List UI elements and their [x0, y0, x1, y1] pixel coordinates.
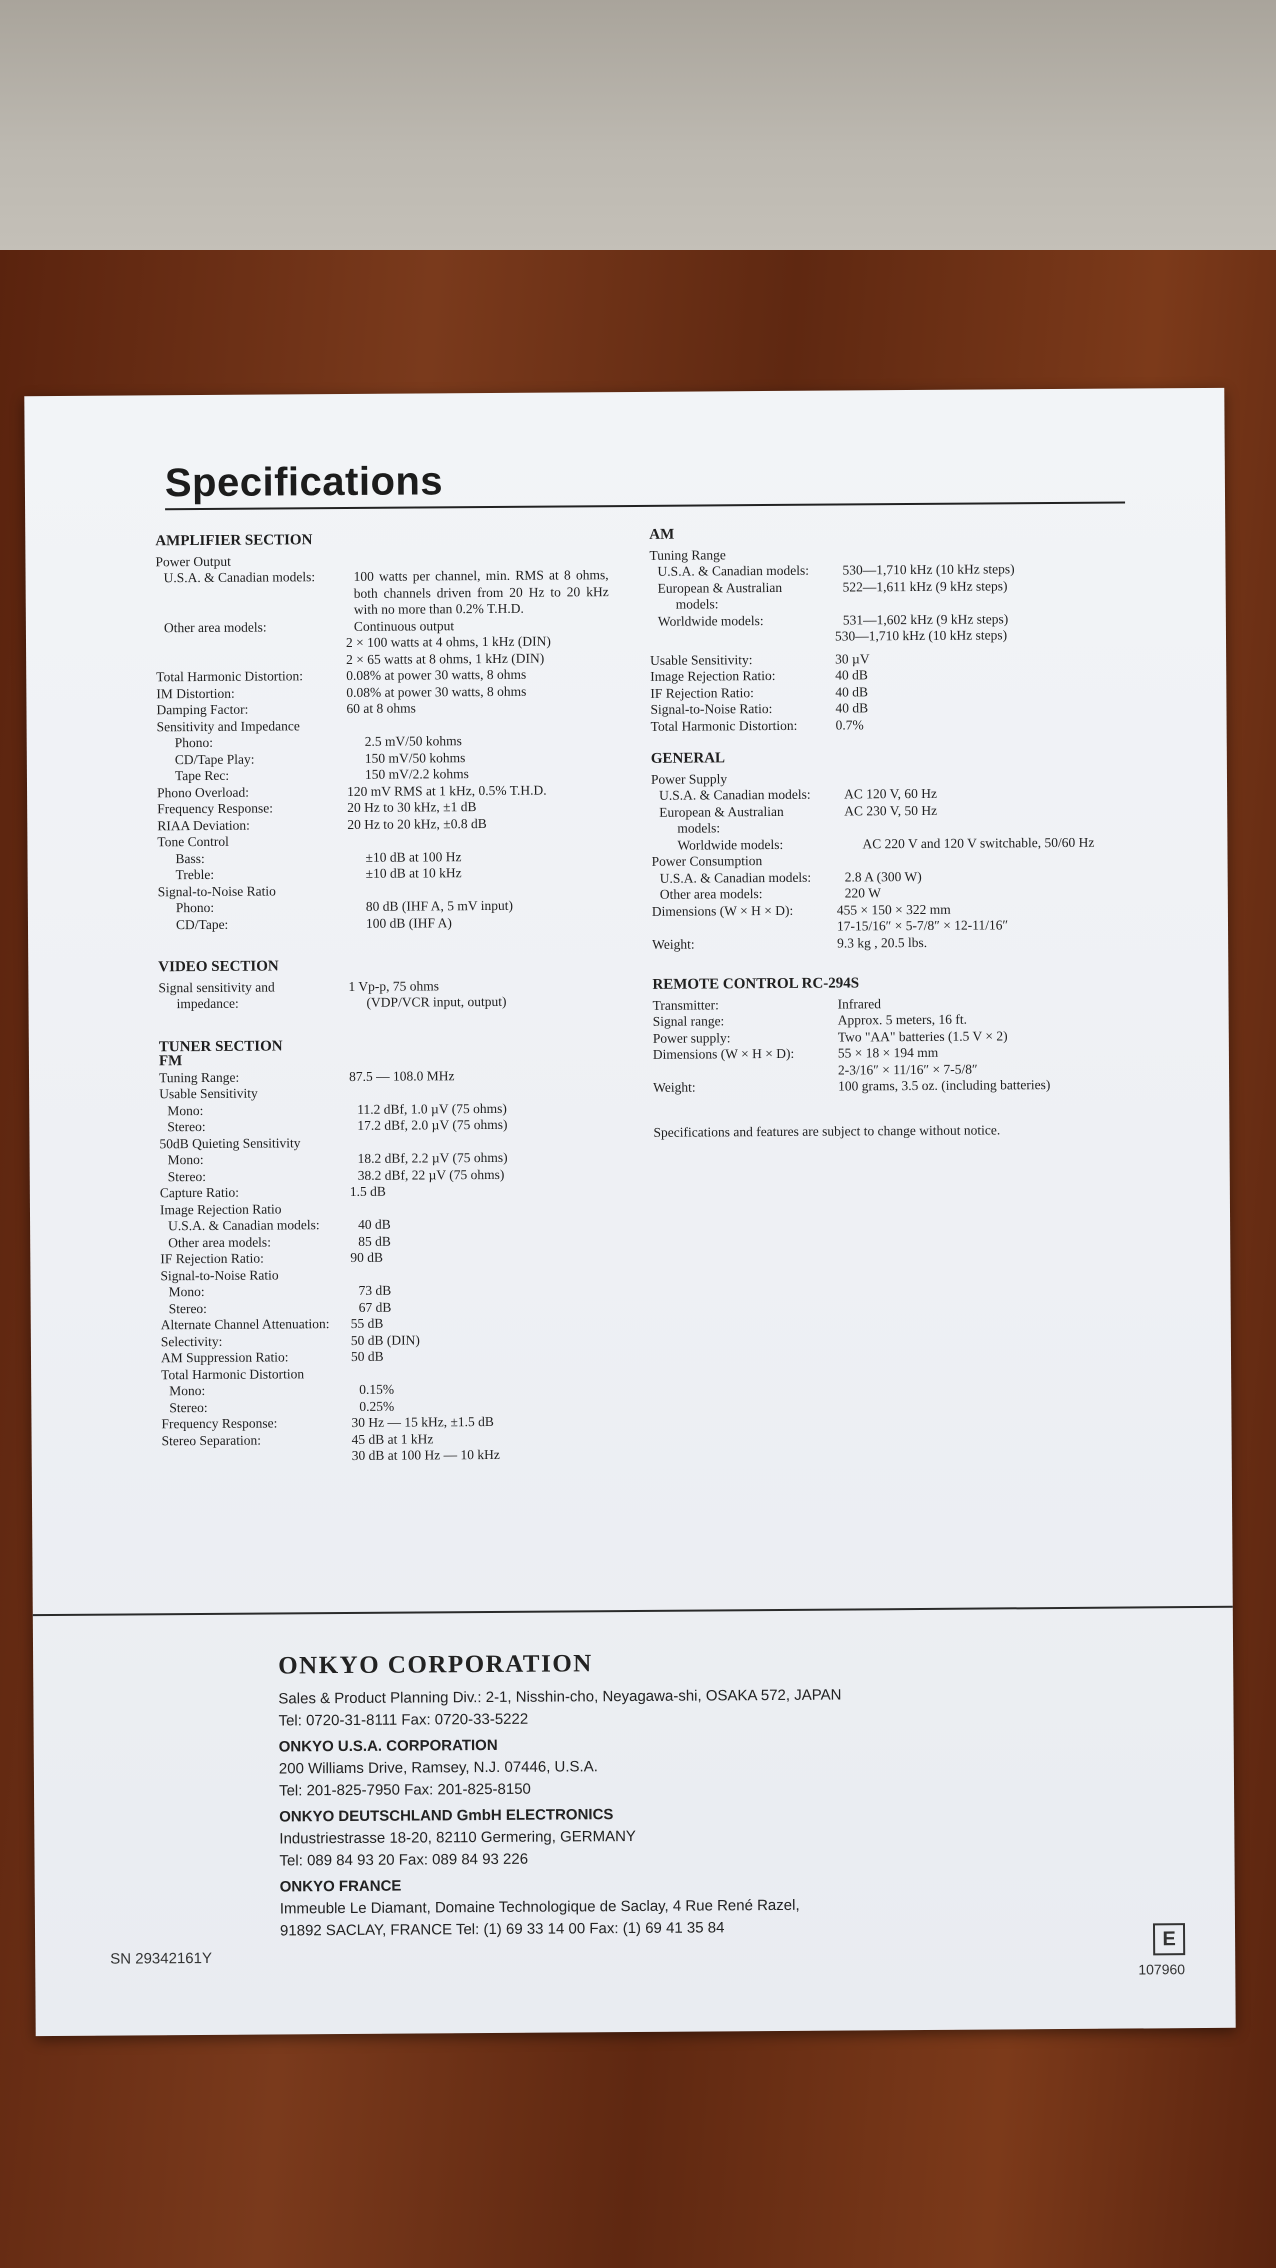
spec-row: Dimensions (W × H × D): 55 × 18 × 194 mm — [652, 1044, 939, 1062]
spec-row: CD/Tape Play: 150 mV/50 kohms — [174, 749, 466, 767]
spec-row: Total Harmonic Distortion: 0.7% — [650, 716, 864, 734]
corp-address: Sales & Product Planning Div.: 2-1, Nisshin-cho, Neyagawa-shi, OSAKA 572, JAPAN — [278, 1686, 842, 1708]
corporation-name: ONKYO CORPORATION — [278, 1650, 593, 1680]
spec-row: Weight: 9.3 kg , 20.5 lbs. — [652, 934, 928, 952]
spec-row: Weight: 100 grams, 3.5 oz. (including batteries) — [653, 1077, 1051, 1095]
spec-row: Selectivity: 50 dB (DIN) — [160, 1331, 420, 1349]
spec-row: Signal range: Approx. 5 meters, 16 ft. — [652, 1011, 968, 1029]
germany-office-name: ONKYO DEUTSCHLAND GmbH ELECTRONICS — [279, 1806, 614, 1826]
spec-row: Tape Rec: 150 mV/2.2 kohms — [174, 766, 469, 784]
spec-row: models: — [675, 596, 719, 612]
video-heading: VIDEO SECTION — [158, 958, 279, 976]
power-consumption-label: Power Consumption — [651, 853, 763, 869]
spec-row: 2-3/16″ × 11/16″ × 7-5/8″ — [837, 1061, 978, 1078]
spec-row: IF Rejection Ratio: 40 dB — [650, 683, 869, 701]
tone-control-label: Tone Control — [157, 833, 229, 850]
spec-row: Total Harmonic Distortion: 0.08% at power 30 watts, 8 ohms — [156, 666, 527, 685]
spec-row: Bass: ±10 dB at 100 Hz — [175, 848, 462, 866]
spec-row: Transmitter: Infrared — [652, 995, 882, 1013]
france-phone: 91892 SACLAY, FRANCE Tel: (1) 69 33 14 00 Fax: (1) 69 41 35 84 — [279, 1919, 725, 1940]
spec-row: Capture Ratio: 1.5 dB — [159, 1183, 386, 1201]
usa-phone: Tel: 201-825-7950 Fax: 201-825-8150 — [278, 1780, 531, 1800]
spec-row: Power supply: Two "AA" batteries (1.5 V × 2) — [652, 1027, 1008, 1046]
language-mark: E — [1153, 1923, 1185, 1955]
spec-row: Treble: ±10 dB at 10 kHz — [175, 865, 462, 883]
spec-row: Mono: 73 dB — [168, 1282, 392, 1300]
spec-row: CD/Tape: 100 dB (IHF A) — [175, 914, 452, 932]
spec-row: Alternate Channel Attenuation: 55 dB — [160, 1315, 384, 1333]
spec-row: IF Rejection Ratio: 90 dB — [160, 1249, 384, 1267]
spec-row: models: — [677, 820, 721, 836]
tuner-heading: TUNER SECTION — [158, 1037, 283, 1055]
spec-row: U.S.A. & Canadian models: 40 dB — [168, 1216, 391, 1234]
footer-divider — [33, 1606, 1233, 1616]
spec-row: IM Distortion: 0.08% at power 30 watts, 8 ohms — [156, 683, 527, 701]
spec-row: European & Australian AC 230 V, 50 Hz — [659, 802, 938, 820]
sensitivity-label: Sensitivity and Impedance — [156, 717, 300, 734]
footer-addresses — [278, 1647, 1080, 1943]
spec-row: 530—1,710 kHz (10 kHz steps) — [834, 627, 1008, 644]
spec-row: Stereo: 38.2 dBf, 22 µV (75 ohms) — [167, 1166, 505, 1184]
spec-row: RIAA Deviation: 20 Hz to 20 kHz, ±0.8 dB — [157, 815, 487, 833]
spec-row: Frequency Response: 30 Hz — 15 kHz, ±1.5 dB — [161, 1413, 494, 1432]
spec-row: Phono: 80 dB (IHF A, 5 mV input) — [175, 897, 514, 916]
document-code: 107960 — [1138, 1961, 1186, 1978]
snr-label: Signal-to-Noise Ratio — [157, 882, 276, 899]
spec-row: Mono: 11.2 dBf, 1.0 µV (75 ohms) — [167, 1100, 507, 1118]
germany-phone: Tel: 089 84 93 20 Fax: 089 84 93 226 — [279, 1850, 529, 1870]
spec-row: Worldwide models: 531—1,602 kHz (9 kHz steps) — [657, 610, 1009, 629]
spec-row: Stereo: 17.2 dBf, 2.0 µV (75 ohms) — [167, 1116, 508, 1135]
spec-row: Stereo: 0.25% — [169, 1398, 395, 1415]
spec-row: AM Suppression Ratio: 50 dB — [160, 1348, 384, 1366]
usable-sensitivity-label: Usable Sensitivity — [159, 1085, 258, 1102]
spec-row: U.S.A. & Canadian models: 100 watts per channel, min. RMS at 8 ohms, both channels driven from 20 Hz to 20 kHz with no more than 0.2% T.H.D. — [163, 567, 609, 617]
spec-row: Other area models: 220 W — [659, 885, 881, 902]
spec-row: Signal-to-Noise Ratio: 40 dB — [650, 700, 869, 717]
spec-row: 17-15/16″ × 5-7/8″ × 12-11/16″ — [836, 917, 1009, 934]
spec-row: Tuning Range: 87.5 — 108.0 MHz — [158, 1067, 455, 1085]
spec-row: Mono: 0.15% — [169, 1381, 395, 1399]
spec-row: Other area models: 85 dB — [168, 1233, 391, 1250]
spec-row: 2 × 65 watts at 8 ohms, 1 kHz (DIN) — [346, 650, 545, 667]
spec-row: U.S.A. & Canadian models: 530—1,710 kHz (10 kHz steps) — [657, 561, 1015, 579]
power-supply-label: Power Supply — [650, 770, 728, 787]
spec-row: Phono Overload: 120 mV RMS at 1 kHz, 0.5% T.H.D. — [157, 782, 547, 800]
spec-row: Worldwide models: AC 220 V and 120 V switchable, 50/60 Hz — [677, 834, 1095, 853]
fm-thd-label: Total Harmonic Distortion — [161, 1365, 305, 1382]
spec-row: Usable Sensitivity: 30 µV — [650, 650, 870, 668]
spec-row: Damping Factor: 60 at 8 ohms — [156, 700, 416, 718]
spec-row: Stereo Separation: 45 dB at 1 kHz — [161, 1430, 434, 1448]
usa-office-name: ONKYO U.S.A. CORPORATION — [278, 1736, 498, 1756]
am-range-label: Tuning Range — [649, 546, 726, 563]
change-notice: Specifications and features are subject to change without notice. — [653, 1121, 1001, 1140]
spec-row: U.S.A. & Canadian models: AC 120 V, 60 Hz — [659, 785, 938, 803]
spec-row: Image Rejection Ratio: 40 dB — [650, 667, 868, 684]
image-rejection-label: Image Rejection Ratio — [159, 1200, 282, 1217]
spec-row: impedance: (VDP/VCR input, output) — [176, 993, 507, 1012]
spec-row: Mono: 18.2 dBf, 2.2 µV (75 ohms) — [167, 1149, 508, 1168]
spec-row: 2 × 100 watts at 4 ohms, 1 kHz (DIN) — [345, 633, 551, 650]
remote-heading: REMOTE CONTROL RC-294S — [652, 975, 860, 993]
spec-row: Other area models: Continuous output — [163, 617, 455, 635]
spec-row: Stereo: 67 dB — [168, 1299, 392, 1316]
fm-heading: FM — [158, 1053, 183, 1070]
page-title: Specifications — [164, 459, 444, 506]
spec-row: 30 dB at 100 Hz — 10 kHz — [351, 1446, 500, 1463]
right-column — [649, 523, 1133, 1140]
usa-address: 200 Williams Drive, Ramsey, N.J. 07446, U.S.A. — [278, 1758, 598, 1778]
germany-address: Industriestrasse 18-20, 82110 Germering, GERMANY — [279, 1827, 636, 1848]
spec-row: Signal sensitivity and 1 Vp-p, 75 ohms — [158, 977, 439, 995]
spec-row: Frequency Response: 20 Hz to 30 kHz, ±1 dB — [157, 799, 477, 817]
power-output-label: Power Output — [155, 553, 231, 569]
corp-phone: Tel: 0720-31-8111 Fax: 0720-33-5222 — [278, 1710, 529, 1730]
general-heading: GENERAL — [650, 750, 726, 767]
amplifier-heading: AMPLIFIER SECTION — [155, 532, 313, 550]
spec-row: European & Australian 522—1,611 kHz (9 kHz steps) — [657, 577, 1008, 596]
fm-snr-label: Signal-to-Noise Ratio — [160, 1266, 279, 1283]
spec-row: Dimensions (W × H × D): 455 × 150 × 322 mm — [651, 901, 951, 919]
quieting-label: 50dB Quieting Sensitivity — [159, 1134, 301, 1151]
spec-row: Phono: 2.5 mV/50 kohms — [174, 733, 462, 751]
left-column — [155, 530, 631, 1466]
serial-number: SN 29342161Y — [110, 1949, 213, 1968]
france-office-name: ONKYO FRANCE — [279, 1877, 402, 1896]
spec-row: U.S.A. & Canadian models: 2.8 A (300 W) — [659, 868, 922, 886]
am-heading: AM — [649, 526, 675, 543]
spec-sheet — [24, 388, 1235, 2036]
wall-background — [0, 0, 1276, 255]
france-address: Immeuble Le Diamant, Domaine Technologique de Saclay, 4 Rue René Razel, — [279, 1896, 800, 1918]
